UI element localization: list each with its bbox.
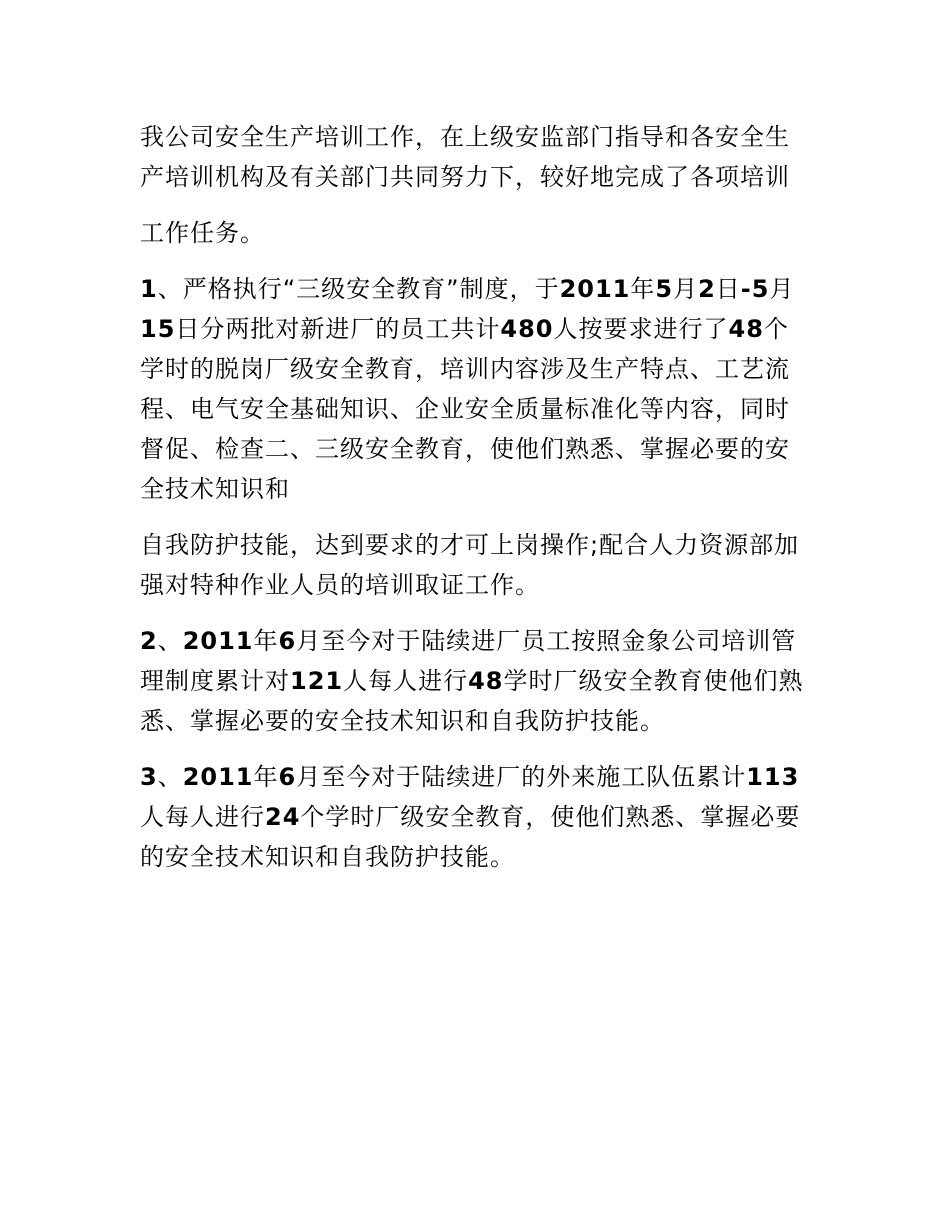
bold-number: 480 — [500, 315, 554, 343]
paragraph-item-2 — [140, 621, 810, 741]
text-run: 我公司安全生产培训工作，在上级安监部门指导和各安全生产培训机构及有关部门共同努力下，较好地完成了各项培训 — [140, 123, 790, 191]
bold-number: 2011 — [182, 763, 254, 791]
paragraph-item-3 — [140, 757, 810, 877]
paragraph-item-1 — [140, 269, 810, 509]
text-run: 人每人进行 — [343, 667, 469, 695]
bold-number: 6 — [278, 763, 297, 791]
text-run: 、严格执行“三级安全教育”制度，于 — [157, 275, 560, 303]
paragraph-item-1-continued — [140, 525, 810, 605]
bold-number: 3 — [140, 763, 158, 791]
bold-number: 2011 — [559, 275, 631, 303]
text-run: 、 — [157, 627, 183, 655]
bold-number: -5 — [740, 275, 770, 303]
text-run: 日 — [715, 275, 741, 303]
bold-number: 48 — [728, 315, 764, 343]
document-body — [140, 117, 810, 893]
bold-number: 5 — [655, 275, 674, 303]
bold-number: 2 — [698, 275, 716, 303]
bold-number: 1 — [140, 275, 158, 303]
bold-number: 113 — [746, 763, 800, 791]
text-run: 个学时的脱岗厂级安全教育，培训内容涉及生产特点、工艺流程、电气安全基础知识、企业安全质量标准化等内容，同时督促、检查二、三级安全教育，使他们熟悉、掌握必要的安全技术知识和 — [140, 315, 790, 503]
paragraph-intro-continued — [140, 213, 810, 253]
text-run: 自我防护技能，达到要求的才可上岗操作;配合人力资源部加强对特种作业人员的培训取证工作。 — [140, 531, 800, 599]
text-run: 月 — [769, 275, 795, 303]
bold-number: 48 — [468, 667, 504, 695]
bold-number: 24 — [265, 803, 301, 831]
text-run: 月至今对于陆续进厂的外来施工队伍累计 — [296, 763, 747, 791]
text-run: 、 — [157, 763, 183, 791]
text-run: 学时厂级安全教育使他们熟悉、掌握必要的安全技术知识和自我防护技能。 — [140, 667, 804, 735]
bold-number: 15 — [140, 315, 176, 343]
text-run: 工作任务。 — [140, 219, 265, 247]
bold-number: 6 — [278, 627, 297, 655]
text-run: 人每人进行 — [140, 803, 265, 831]
bold-number: 121 — [290, 667, 344, 695]
text-run: 年 — [253, 763, 279, 791]
text-run: 年 — [630, 275, 656, 303]
paragraph-intro — [140, 117, 810, 197]
text-run: 年 — [253, 627, 279, 655]
text-run: 月 — [673, 275, 699, 303]
text-run: 日分两批对新进厂的员工共计 — [175, 315, 501, 343]
bold-number: 2011 — [182, 627, 254, 655]
text-run: 人按要求进行了 — [553, 315, 729, 343]
text-run: 月至今对于陆续进厂员工按照金象公司培训管理制度累计对 — [140, 627, 797, 695]
bold-number: 2 — [140, 627, 158, 655]
text-run: 个学时厂级安全教育，使他们熟悉、掌握必要的安全技术知识和自我防护技能。 — [140, 803, 801, 871]
